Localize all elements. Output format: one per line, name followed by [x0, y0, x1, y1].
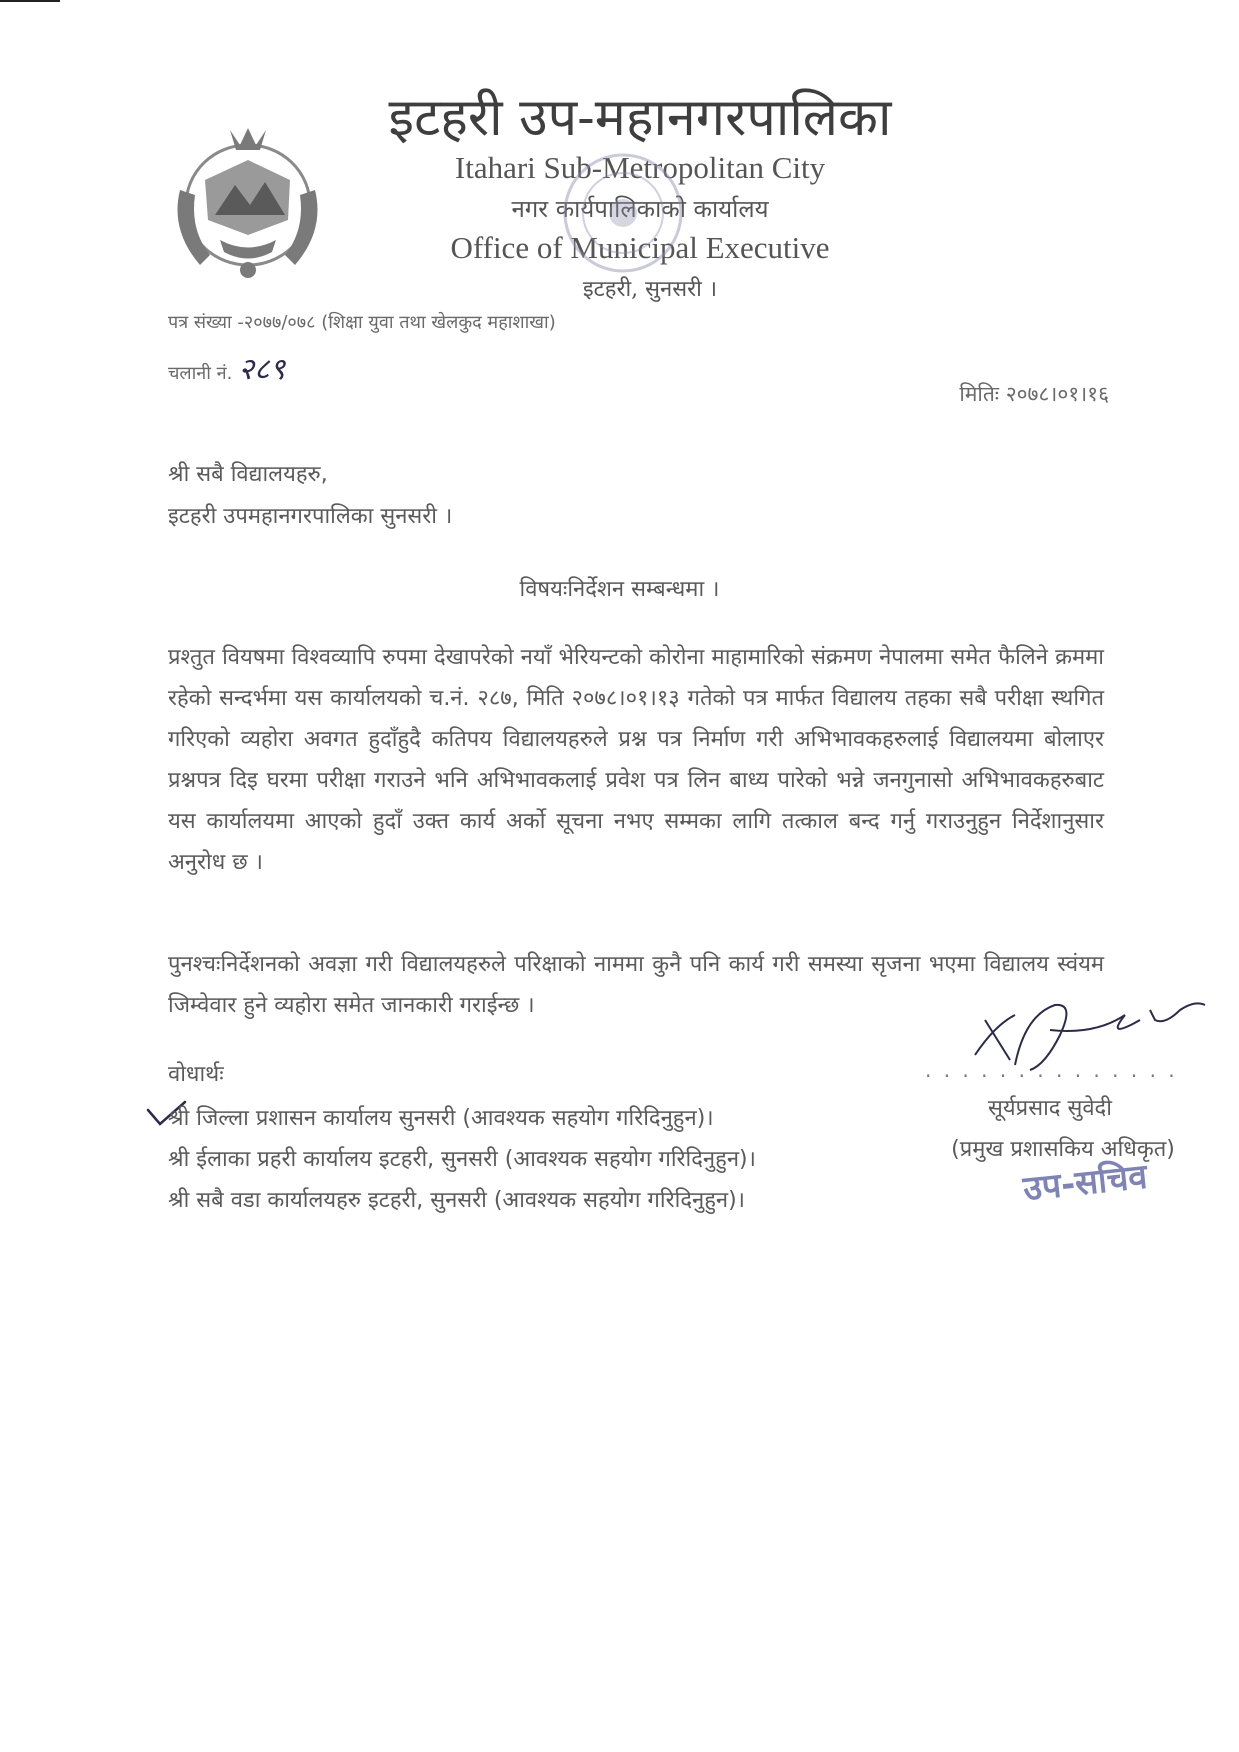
office-title-english: Itahari Sub-Metropolitan City	[454, 150, 826, 185]
dispatch-value: २८९	[238, 352, 286, 387]
office-subtitle-english: Office of Municipal Executive	[450, 230, 830, 265]
office-subtitle-nepali: नगर कार्यपालिकाको कार्यालय	[511, 195, 769, 223]
signatory-name: सूर्यप्रसाद सुवेदी	[988, 1096, 1112, 1121]
reference-number: पत्र संख्या -२०७७/०७८ (शिक्षा युवा तथा खेलकुद महाशाखा)	[168, 312, 556, 333]
body-paragraph-2: पुनश्चःनिर्देशनको अवज्ञा गरी विद्यालयहरुले परिक्षाको नाममा कुनै पनि कार्य गरी समस्या सृजना भएमा विद्यालय स्वंयम जिम्वेवार हुने व्यहोरा समेत जानकारी गराईन्छ ।	[168, 952, 1104, 1018]
cc-item: श्री जिल्ला प्रशासन कार्यालय सुनसरी (आवश्यक सहयोग गरिदिनुहुन)।	[168, 1106, 714, 1131]
letter-subject: विषयःनिर्देशन सम्बन्धमा ।	[519, 577, 720, 602]
office-seal-icon	[548, 138, 698, 288]
addressee-line-1: श्री सबै विद्यालयहरु,	[168, 462, 328, 487]
cc-item: श्री सबै वडा कार्यालयहरु इटहरी, सुनसरी (आवश्यक सहयोग गरिदिनुहुन)।	[168, 1188, 746, 1213]
body-paragraph-1: प्रश्तुत वियषमा विश्वव्यापि रुपमा देखापरेको नयाँ भेरियन्टको कोरोना माहामारिको संक्रमण नेपालमा समेत फैलिने क्रममा रहेको सन्दर्भमा यस कार्यालयको च.नं. २८७, मिति २०७८।०१।१३ गतेको पत्र मार्फत विद्यालय तहका सबै परीक्षा स्थगित गरिएको व्यहोरा अवगत हुदाँहुदै कतिपय विद्यालयहरुले प्रश्न पत्र निर्माण गरी अभिभावकहरुलाई विद्यालयमा बोलाएर प्रश्नपत्र दिइ घरमा परीक्षा गराउने भनि अभिभावकलाई प्रवेश पत्र लिन बाध्य पारेको भन्ने जनगुनासो अभिभावकहरुबाट यस कार्यालयमा आएको हुदाँ उक्त कार्य अर्को सूचना नभए सम्मका लागि तत्काल बन्द गर्नु गराउनुहुन निर्देशानुसार अनुरोध छ ।	[168, 645, 1104, 875]
dispatch-number	[168, 347, 285, 388]
designation-stamp: उप-सचिव	[1021, 1156, 1150, 1210]
office-title-nepali: इटहरी उप-महानगरपालिका	[388, 88, 892, 148]
addressee-line-2: इटहरी उपमहानगरपालिका सुनसरी ।	[168, 504, 453, 529]
signature-dotted-line: . . . . . . . . . . . . . .	[925, 1058, 1178, 1082]
cc-item: श्री ईलाका प्रहरी कार्यालय इटहरी, सुनसरी (आवश्यक सहयोग गरिदिनुहुन)।	[168, 1147, 756, 1172]
dispatch-label: चलानी नं.	[168, 363, 233, 384]
scan-edge-mark	[0, 0, 60, 2]
signatory-title: (प्रमुख प्रशासकिय अधिकृत)	[951, 1137, 1175, 1162]
letter-date: मितिः २०७८।०१।१६	[959, 382, 1109, 406]
cc-heading: वोधार्थः	[168, 1062, 224, 1087]
nepal-emblem-icon	[160, 120, 335, 285]
office-location: इटहरी, सुनसरी ।	[582, 277, 718, 302]
cc-list	[168, 1098, 888, 1221]
